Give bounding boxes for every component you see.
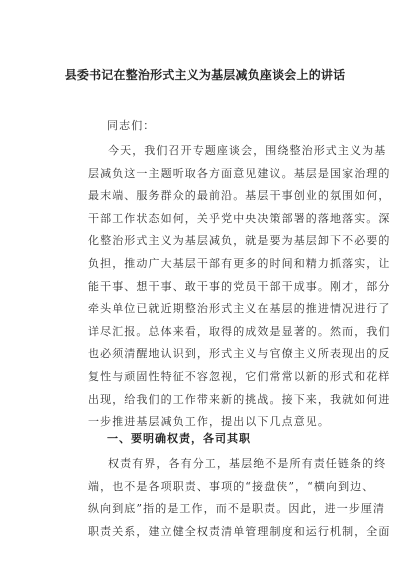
paragraph-line: 化整治形式主义为基层减负，就是要为基层卸下不必要的 bbox=[88, 234, 391, 248]
section-heading-1: 一、要明确权责，各司其职 bbox=[107, 432, 251, 445]
salutation: 同志们： bbox=[107, 119, 156, 132]
paragraph-line: 详尽汇报。总体来看，取得的成效是显著的。然而，我们 bbox=[88, 324, 391, 338]
paragraph-line: 职责关系，建立健全权责清单管理制度和运行机制，全面 bbox=[88, 524, 391, 538]
paragraph-line: 也必须清醒地认识到，形式主义与官僚主义所表现出的反 bbox=[88, 347, 391, 361]
paragraph-line: 干部工作状态如何，关乎党中央决策部署的落地落实。深 bbox=[88, 211, 391, 225]
paragraph-line: 端，也不是各项职责、事项的“接盘侠”，“横向到边、 bbox=[88, 479, 375, 493]
paragraph-line: 复性与顽固性特征不容忽视，它们常常以新的形式和花样 bbox=[88, 369, 391, 383]
paragraph-line: 权责有界，各有分工，基层绝不是所有责任链条的终 bbox=[108, 457, 387, 470]
paragraph-line: 最末端、服务群众的最前沿。基层干事创业的氛围如何， bbox=[88, 189, 391, 203]
paragraph-line: 负担，推动广大基层干部有更多的时间和精力抓落实，让 bbox=[88, 256, 391, 270]
paragraph-1 bbox=[88, 140, 391, 434]
paragraph-line: 今天，我们召开专题座谈会，围绕整治形式主义为基 bbox=[108, 144, 387, 157]
paragraph-line: 层减负这一主题听取各方面意见建议。基层是国家治理的 bbox=[88, 166, 391, 180]
paragraph-2 bbox=[88, 453, 391, 543]
paragraph-line: 能干事、想干事、敢干事的党员干部干成事。刚才，部分 bbox=[88, 279, 391, 293]
document-title: 县委书记在整治形式主义为基层减负座谈会上的讲话 bbox=[64, 68, 346, 82]
paragraph-line: 出现，给我们的工作带来新的挑战。接下来，我就如何进 bbox=[88, 392, 391, 406]
paragraph-line: 牵头单位已就近期整治形式主义在基层的推进情况进行了 bbox=[88, 302, 391, 316]
paragraph-line: 纵向到底”指的是工作，而不是职责。因此，进一步厘清 bbox=[88, 502, 386, 516]
paragraph-line: 一步推进基层减负工作，提出以下几点意见。 bbox=[88, 415, 330, 429]
